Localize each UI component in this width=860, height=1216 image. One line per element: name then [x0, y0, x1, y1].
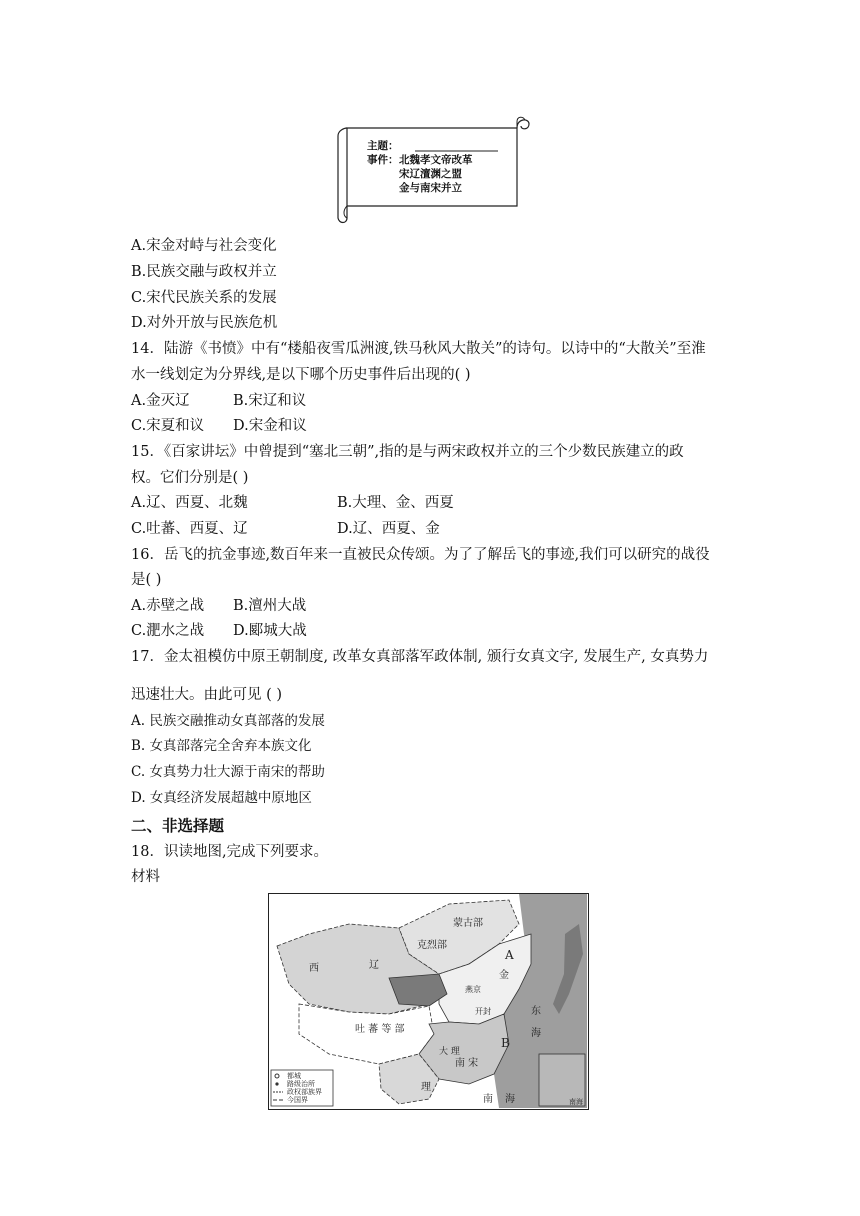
map-label-xi: 西	[309, 963, 319, 974]
map-graphic	[269, 894, 587, 1108]
map-label-a: A	[505, 948, 514, 962]
q14-stem-line2: 水一线划定为分界线,是以下哪个历史事件后出现的( )	[131, 367, 471, 383]
map-label-liao: 辽	[369, 960, 379, 971]
q14-option-c: C.宋夏和议	[131, 418, 205, 434]
q15-stem-line2: 权。它们分别是( )	[131, 470, 249, 486]
q17-option-a: A. 民族交融推动女真部落的发展	[131, 713, 325, 729]
map-label-dong: 东	[531, 1006, 541, 1017]
q14-option-b: B.宋辽和议	[233, 393, 307, 409]
map-label-yanjing: 燕京	[465, 985, 481, 994]
q18-stem: 18．识读地图,完成下列要求。	[131, 844, 329, 860]
q13-option-c: C.宋代民族关系的发展	[131, 290, 277, 306]
q17-stem-line1: 17．金太祖模仿中原王朝制度, 改革女真部落军政体制, 颁行女真文字, 发展生产, 女真势力	[131, 649, 709, 665]
scroll-event-2: 宋辽澶渊之盟	[399, 168, 462, 180]
q15-option-d: D.辽、西夏、金	[337, 521, 440, 537]
map-legend-route: 路级治所	[287, 1080, 315, 1088]
map-label-dali: 大 理	[439, 1047, 460, 1057]
section-title: 二、非选择题	[131, 817, 225, 835]
historical-map	[268, 893, 589, 1110]
q13-option-d: D.对外开放与民族危机	[131, 315, 278, 331]
map-label-li: 理	[421, 1082, 431, 1093]
scroll-event-label: 事件：	[367, 154, 399, 166]
scroll-theme-label: 主题：	[367, 140, 399, 152]
map-label-hai: 海	[531, 1028, 541, 1039]
map-label-kaifeng: 开封	[475, 1007, 491, 1016]
q16-stem-line1: 16．岳飞的抗金事迹,数百年来一直被民众传颂。为了了解岳飞的事迹,我们可以研究的战役	[131, 547, 710, 563]
q15-option-a: A.辽、西夏、北魏	[131, 495, 248, 511]
q15-option-b: B.大理、金、西夏	[337, 495, 454, 511]
q16-option-a: A.赤壁之战	[131, 598, 205, 614]
scroll-event-3: 金与南宋并立	[399, 182, 462, 194]
q14-option-a: A.金灭辽	[131, 393, 190, 409]
map-label-hai-south: 海	[505, 1094, 515, 1105]
map-legend-capital: 都城	[287, 1072, 301, 1080]
q14-option-d: D.宋金和议	[233, 418, 307, 434]
map-label-menggu: 蒙古部	[453, 918, 483, 929]
q17-option-b: B. 女真部落完全舍弃本族文化	[131, 738, 312, 754]
q13-option-a: A.宋金对峙与社会变化	[131, 238, 277, 254]
q13-option-b: B.民族交融与政权并立	[131, 264, 277, 280]
q16-option-b: B.澶州大战	[233, 598, 307, 614]
map-label-b: B	[501, 1036, 510, 1050]
q16-stem-line2: 是( )	[131, 572, 162, 588]
q17-option-d: D. 女真经济发展超越中原地区	[131, 790, 312, 806]
q17-option-c: C. 女真势力壮大源于南宋的帮助	[131, 764, 325, 780]
map-label-nansong: 南 宋	[455, 1058, 479, 1069]
q16-option-c: C.淝水之战	[131, 623, 205, 639]
scroll-figure	[335, 114, 531, 224]
map-label-nan: 南	[483, 1094, 493, 1105]
map-label-tubo: 吐 蕃 等 部	[355, 1024, 405, 1035]
q14-stem-line1: 14．陆游《书愤》中有“楼船夜雪瓜洲渡,铁马秋风大散关”的诗句。以诗中的“大散关”至淮	[131, 341, 706, 357]
map-legend-modern-border: 今国界	[287, 1096, 308, 1104]
q15-stem-line1: 15．《百家讲坛》中曾提到“塞北三朝”,指的是与两宋政权并立的三个少数民族建立的政	[131, 444, 684, 460]
map-legend-border: 政权部族界	[287, 1088, 322, 1096]
map-inset-label: 南海	[569, 1098, 583, 1106]
q16-option-d: D.郾城大战	[233, 623, 307, 639]
map-label-kelie: 克烈部	[417, 940, 447, 951]
q15-option-c: C.吐蕃、西夏、辽	[131, 521, 248, 537]
map-label-jin: 金	[499, 970, 509, 981]
q18-material-label: 材料	[131, 869, 160, 885]
q17-stem-line2: 迅速壮大。由此可见 ( )	[131, 687, 283, 703]
scroll-event-1: 北魏孝文帝改革	[399, 154, 473, 166]
